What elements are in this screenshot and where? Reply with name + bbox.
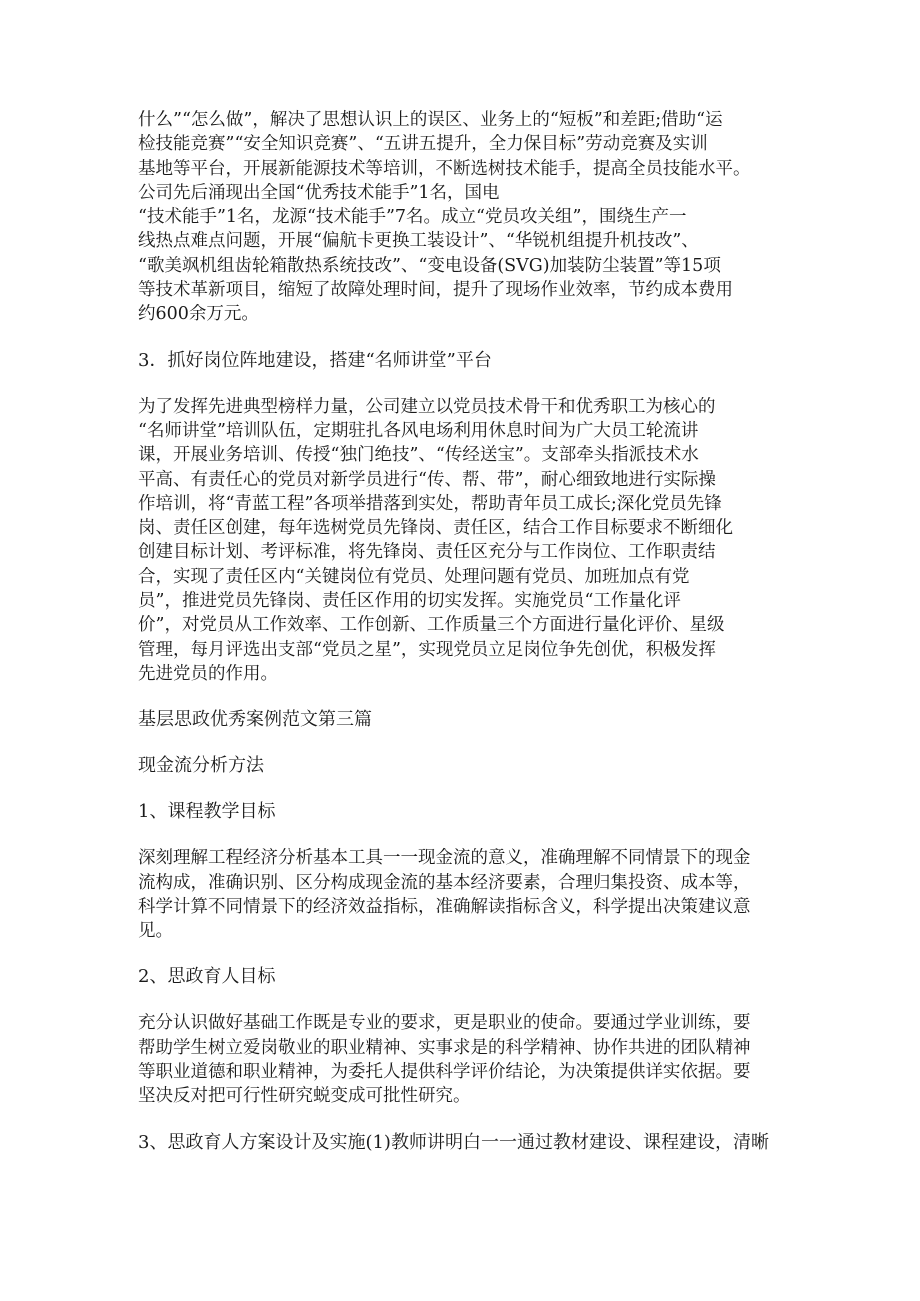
text-line: 帮助学生树立爱岗敬业的职业精神、实事求是的科学精神、协作共进的团队精神 — [138, 1037, 751, 1058]
text-line: 为了发挥先进典型榜样力量，公司建立以党员技术骨干和优秀职工为核心的 — [138, 396, 716, 417]
paragraph-spacer — [138, 732, 798, 754]
section-heading-3: 3．抓好岗位阵地建设，搭建“名师讲堂”平台 — [138, 349, 492, 371]
article-title: 基层思政优秀案例范文第三篇 — [138, 709, 372, 731]
text-line: 等职业道德和职业精神，为委托人提供科学评价结论，为决策提供详实依据。要 — [138, 1062, 751, 1083]
paragraph-teacher-hall — [138, 395, 798, 687]
paragraph-spacer — [138, 989, 798, 1011]
paragraph-education-goal — [138, 1011, 798, 1108]
paragraph-technical-talent — [138, 108, 798, 327]
text-line: 流构成，准确识别、区分构成现金流的基本经济要素，合理归集投资、成本等， — [138, 872, 751, 893]
text-line: 见。 — [138, 921, 173, 942]
text-line: 什么”“怎么做”，解决了思想认识上的误区、业务上的“短板”和差距;借助“运 — [138, 110, 723, 130]
text-line: 基地等平台，开展新能源技术等培训，不断选树技术能手，提高全员技能水平。 — [138, 158, 751, 179]
paragraph-spacer — [138, 778, 798, 800]
paragraph-spacer — [138, 943, 798, 965]
document-body — [138, 108, 798, 1155]
text-line: 坚决反对把可行性研究蜕变成可批性研究。 — [138, 1086, 471, 1107]
paragraph-spacer — [138, 824, 798, 846]
text-line: “歌美飒机组齿轮箱散热系统技改”、“变电设备(SVG)加装防尘装置”等15项 — [138, 255, 721, 276]
text-line: 员”，推进党员先锋岗、责任区作用的切实发挥。实施党员“工作量化评 — [138, 591, 681, 612]
text-line: 管理，每月评选出支部“党员之星”，实现党员立足岗位争先创优，积极发挥 — [138, 639, 716, 660]
text-line: 线热点难点问题，开展“偏航卡更换工装设计”、“华锐机组提升机技改”、 — [138, 231, 699, 252]
text-line: 创建目标计划、考评标准，将先锋岗、责任区充分与工作岗位、工作职责结 — [138, 542, 716, 563]
topic-heading: 现金流分析方法 — [138, 755, 264, 777]
text-line: 检技能竞赛”“安全知识竞赛”、“五讲五提升，全力保目标”劳动竞赛及实训 — [138, 134, 708, 155]
text-line: 科学计算不同情景下的经济效益指标，准确解读指标含义，科学提出决策建议意 — [138, 896, 751, 917]
section-heading-3b: 3、思政育人方案设计及实施(1)教师讲明白一一通过教材建设、课程建设，清晰 — [138, 1131, 769, 1153]
text-line: “技术能手”1名，龙源“技术能手”7名。成立“党员攻关组”，围绕生产一 — [138, 207, 687, 228]
text-line: 充分认识做好基础工作既是专业的要求，更是职业的使命。要通过学业训练，要 — [138, 1013, 751, 1034]
paragraph-spacer — [138, 1109, 798, 1131]
paragraph-teaching-goal — [138, 846, 798, 943]
paragraph-spacer — [138, 373, 798, 395]
paragraph-spacer — [138, 686, 798, 708]
section-heading-1: 1、课程教学目标 — [138, 801, 276, 823]
paragraph-spacer — [138, 327, 798, 349]
text-line: 深刻理解工程经济分析基本工具一一现金流的意义，准确理解不同情景下的现金 — [138, 848, 751, 869]
section-heading-2: 2、思政育人目标 — [138, 966, 276, 988]
text-line: 平高、有责任心的党员对新学员进行“传、帮、带”，耐心细致地进行实际操 — [138, 469, 716, 490]
text-line: 约600余万元。 — [138, 304, 259, 325]
text-line: “名师讲堂”培训队伍，定期驻扎各风电场利用休息时间为广大员工轮流讲 — [138, 420, 699, 441]
text-line: 公司先后涌现出全国“优秀技术能手”1名，国电 — [138, 182, 500, 203]
text-line: 作培训，将“青蓝工程”各项举措落到实处，帮助青年员工成长;深化党员先锋 — [138, 493, 722, 514]
text-line: 岗、责任区创建，每年选树党员先锋岗、责任区，结合工作目标要求不断细化 — [138, 518, 733, 539]
text-line: 先进党员的作用。 — [138, 663, 278, 684]
text-line: 价”，对党员从工作效率、工作创新、工作质量三个方面进行量化评价、星级 — [138, 615, 725, 636]
text-line: 合，实现了责任区内“关键岗位有党员、处理问题有党员、加班加点有党 — [138, 566, 690, 587]
text-line: 课，开展业务培训、传授“独门绝技”、“传经送宝”。支部牵头指派技术水 — [138, 445, 699, 466]
text-line: 等技术革新项目，缩短了故障处理时间，提升了现场作业效率，节约成本费用 — [138, 280, 733, 301]
